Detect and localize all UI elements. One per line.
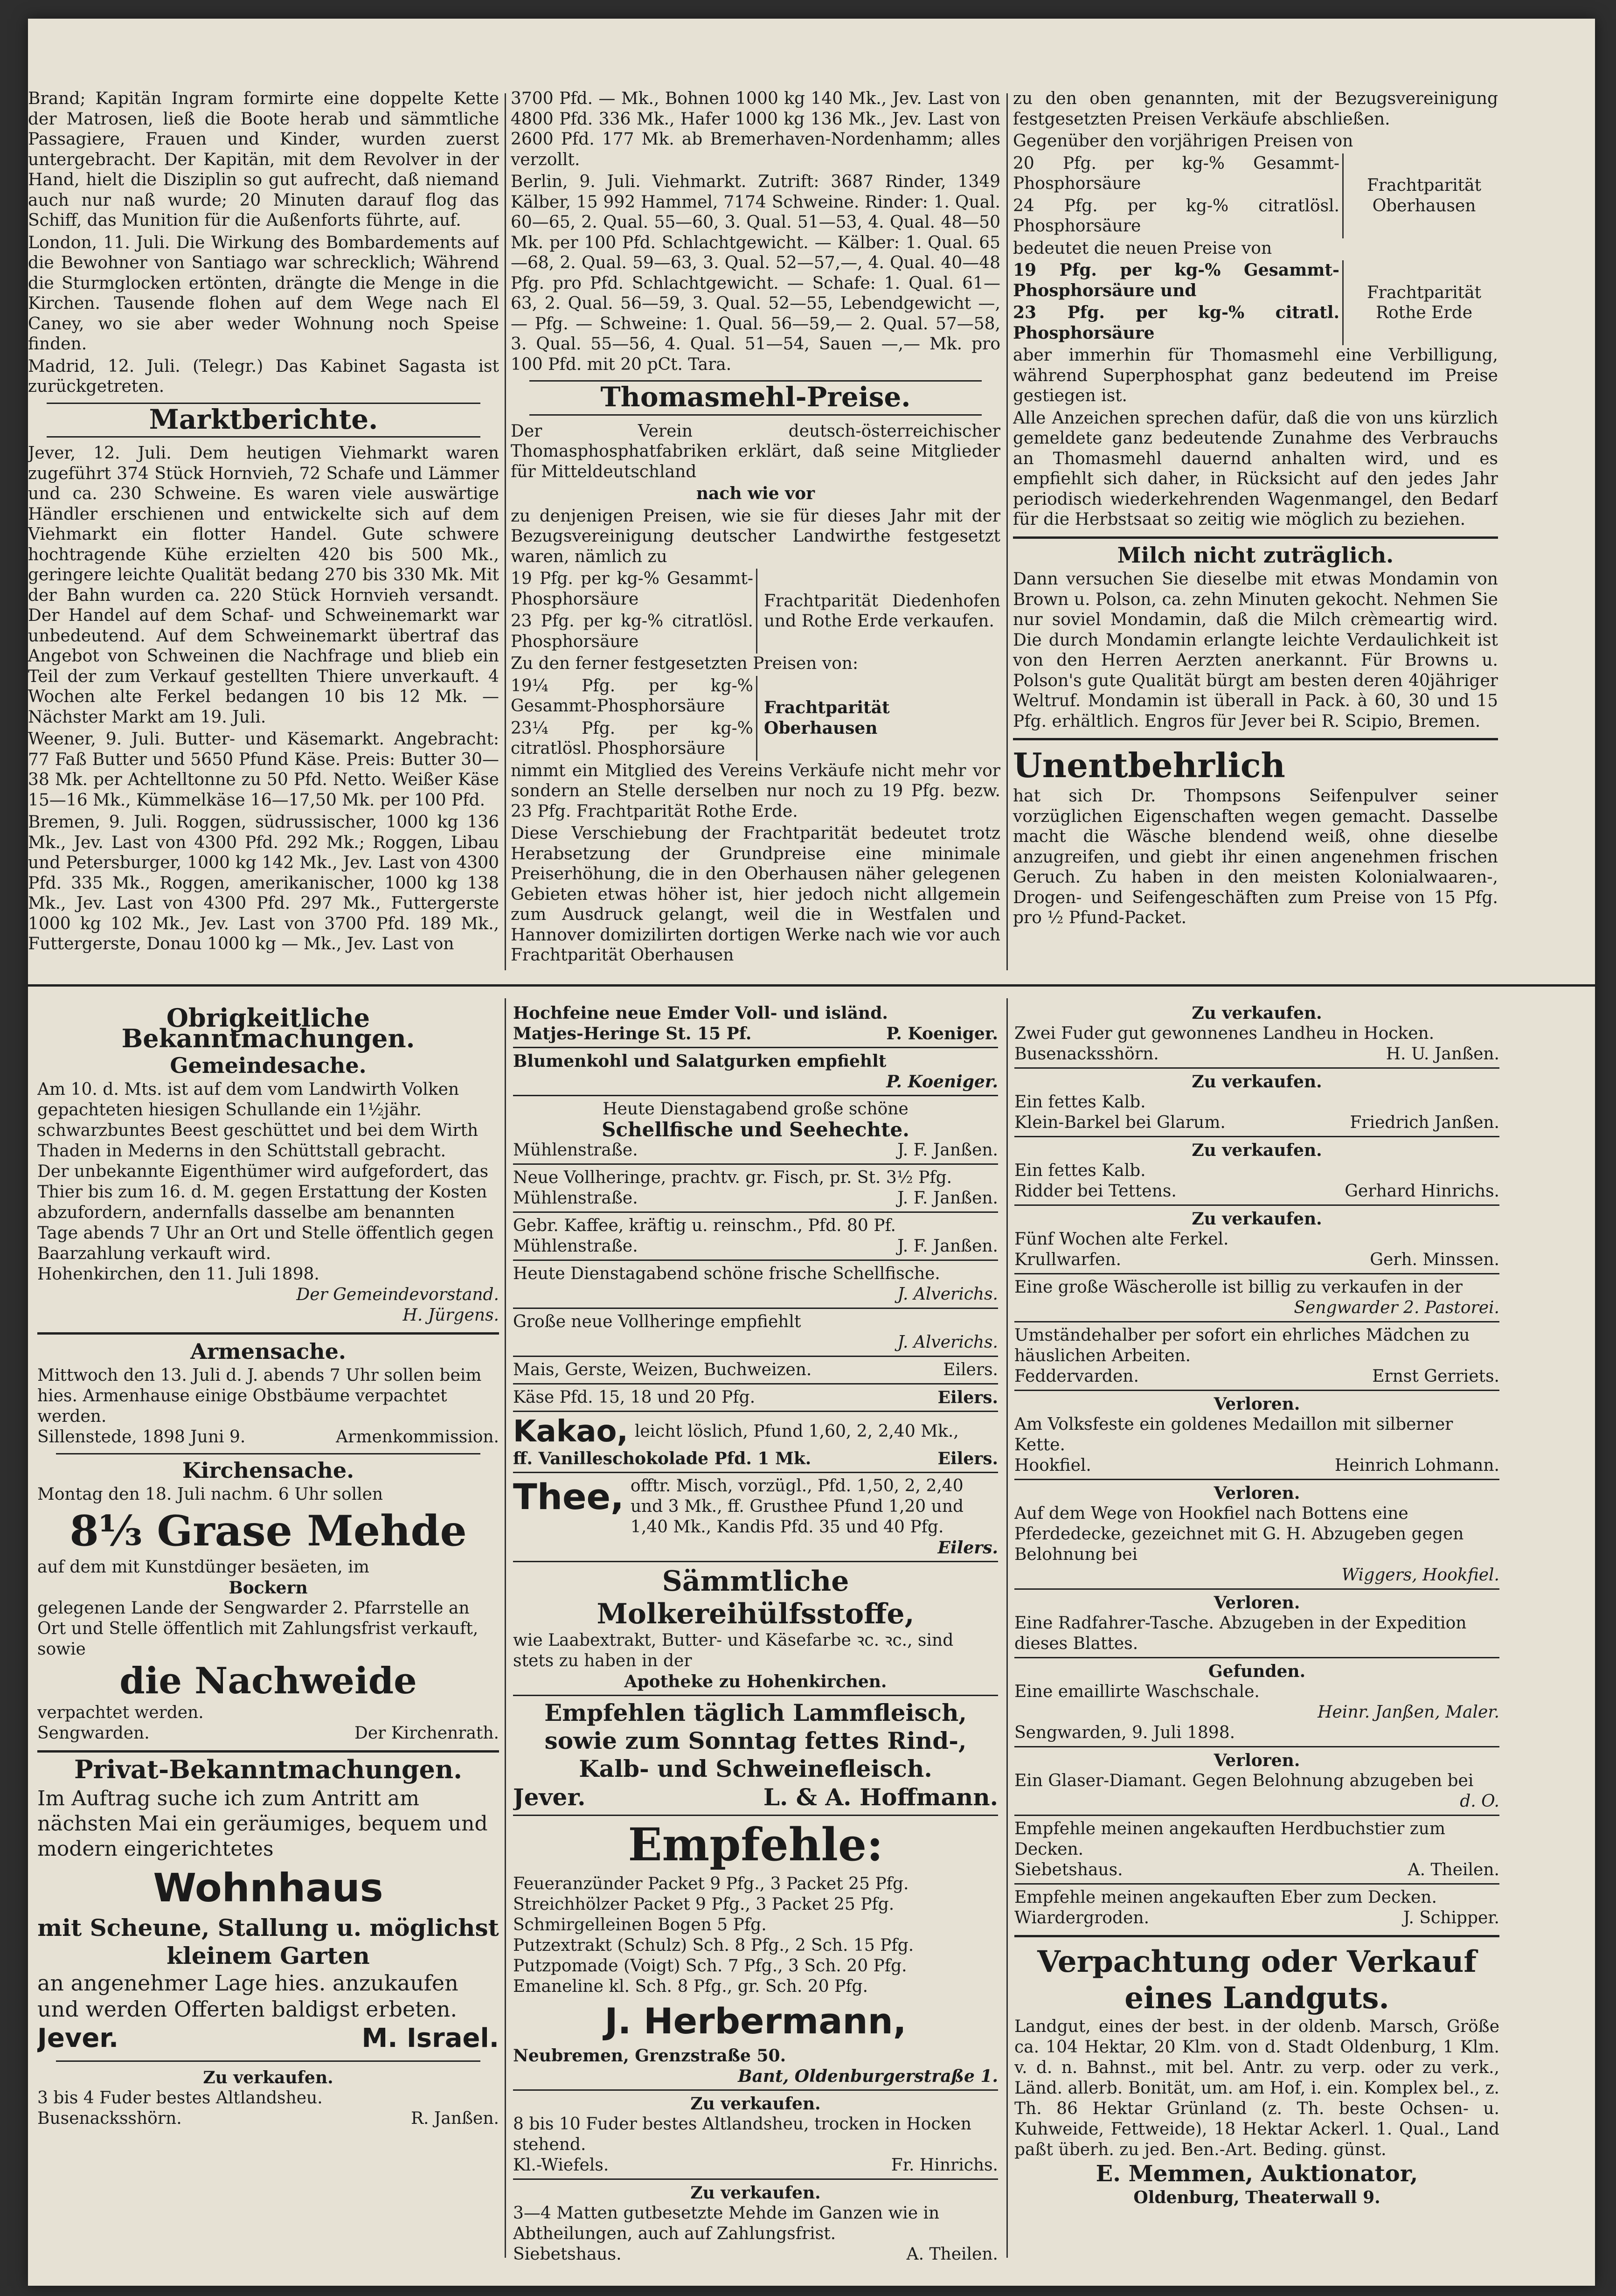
market-item: Weener, 9. Juli. Butter- und Käsemarkt. Angebracht: 77 Faß Butter und 5650 Pfund Käse. Preis: Butter 30—38 Mk. per Achtelltonne zu 50 Pfd. Netto. Weißer Käse 15—16 Mk., Kümmelkäse 16—17,50 Mk. per 100 Pfd. (28, 730, 499, 810)
ad-text: Umständehalber per sofort ein ehrliches Mädchen zu häuslichen Arbeiten. (1014, 1326, 1470, 1365)
thomas-text: zu denjenigen Preisen, wie sie für dieses Jahr mit der Bezugsvereinigung deutscher Landwirthe festgesetzt waren, nämlich zu (511, 506, 1000, 566)
divider (1014, 1883, 1499, 1885)
section-rule (28, 984, 1595, 987)
ad-signature: J. Alverichs. (897, 1333, 998, 1352)
divider (37, 1332, 499, 1335)
ad-title: Zu verkaufen. (203, 2068, 333, 2087)
ad-signature: J. Alverichs. (897, 1285, 998, 1304)
notice-date: Hohenkirchen, den 11. Juli 1898. (37, 1265, 319, 1284)
official-title: Obrigkeitliche Bekanntmachungen. (121, 1003, 415, 1053)
ad-text: Auf dem Wege von Hookfiel nach Bottens eine Pferdedecke, gezeichnet mit G. H. Abzugeben gegen Belohnung bei (1014, 1504, 1464, 1564)
market-item: Bremen, 9. Juli. Roggen, südrussischer, 1000 kg 136 Mk., Jev. Last von 4300 Pfd. 292 Mk.; Roggen, Libau und Petersburger, 1000 kg 142 Mk., Jev. Last von 4300 Pfd. 335 Mk., Roggen, amerikanischer, 1000 kg 138 Mk., Jev. Last von 4300 Pfd. 297 Mk., Futtergerste 1000 kg 102 Mk., Jev. Last von 3700 Pfd. 189 Mk., Futtergerste, Donau 1000 kg — Mk., Jev. Last von (28, 813, 499, 953)
bottom-column-3 (1014, 1003, 1499, 2262)
divider (1014, 1588, 1499, 1590)
ad-signature: Friedrich Janßen. (1350, 1113, 1499, 1132)
ad-place: Siebetshaus. (1014, 1860, 1123, 1879)
milch-text: Dann versuchen Sie dieselbe mit etwas Mondamin von Brown u. Polson, ca. zehn Minuten gekocht. Nehmen Sie nur soviel Mondamin, daß die Milch crèmeartig wird. Die durch Mondamin erlangte leichte Verdaulichkeit ist von den Herren Aerzten anerkannt. Für Browns u. Polson's gute Qualität bürgt am besten deren 40jähriger Weltruf. Mondamin ist überall in Pack. à 60, 30 und 15 Pfg. erhältlich. Engros für Jever bei R. Scipio, Bremen. (1013, 570, 1498, 731)
ad-text: Landgut, eines der best. in der oldenb. Marsch, Größe ca. 104 Hektar, 20 Klm. von d. Stadt Oldenburg, 1 Klm. v. d. n. Bahnst., mit bel. Antr. zu verp. oder zu verk., Länd. allerb. Bonität, um. am Hof, i. ein. Komplex bel., z. Th. 86 Hektar Grünland (z. Th. beste Ochsen- u. Kuhweide, Fettweide), 18 Hektar Ackerl. 1. Qual., Land paßt überh. zu jed. Ben.-Art. Beding. günst. (1014, 2017, 1499, 2159)
divider (513, 1695, 998, 1696)
notice-location: Bockern (229, 1578, 308, 1598)
divider (513, 1815, 998, 1816)
price-line: 23 Pfg. per kg-% citratlösl. Phosphorsäure (511, 612, 753, 651)
divider (513, 1308, 998, 1309)
ad-place: Busenacksshörn. (1014, 1044, 1159, 1064)
notice-signature: M. Israel. (361, 2023, 499, 2053)
divider (1014, 1273, 1499, 1274)
news-item: London, 11. Juli. Die Wirkung des Bombardements auf die Bewohner von Santiago war schrecklich; Während die Sturmglocken ertönten, drängte die Menge in die Kirchen. Tausende flohen auf dem Wege nach El Caney, wo sie aber weder Wohnung noch Speise finden. (28, 233, 499, 354)
ad-text: Heute Dienstagabend große schöne (603, 1099, 909, 1119)
divider (1014, 1746, 1499, 1747)
ad-signature: Eilers. (937, 1388, 998, 1407)
price-group-3 (1013, 153, 1498, 238)
bottom-column-2 (513, 1003, 998, 2262)
divider (529, 414, 982, 416)
notice-text: gelegenen Lande der Sengwarder 2. Pfarrstelle an Ort und Stelle öffentlich mit Zahlungsfrist verkauft, sowie (37, 1599, 479, 1659)
private-title: Privat-Bekanntmachungen. (74, 1754, 463, 1784)
divider (513, 1163, 998, 1165)
price-group-2 (511, 676, 1000, 761)
ad-place: Feddervarden. (1014, 1367, 1139, 1386)
thomas-intro: Der Verein deutsch-österreichischer Thomasphosphatfabriken erklärt, daß seine Mitglieder für Mitteldeutschland (511, 421, 1000, 481)
ad-title: Zu verkaufen. (690, 2094, 821, 2114)
divider (513, 1411, 998, 1412)
ad-title: Zu verkaufen. (1192, 1072, 1322, 1092)
kirchen-title: Kirchensache. (182, 1458, 354, 1483)
pacht-heading: Verpachtung oder Verkauf eines Landguts. (1037, 1944, 1477, 2016)
ad-text: 3 bis 4 Fuder bestes Altlandsheu. (37, 2088, 323, 2108)
kirchen-heading-2: die Nachweide (119, 1660, 417, 1702)
column-rule (1006, 998, 1008, 2258)
divider (47, 436, 480, 438)
ad-signature: J. Schipper. (1403, 1908, 1499, 1927)
ad-title: Zu verkaufen. (1192, 1209, 1322, 1229)
divider (1014, 1321, 1499, 1322)
ad-signature: A. Theilen. (906, 2245, 998, 2262)
ad-place: Klein-Barkel bei Glarum. (1014, 1113, 1226, 1132)
notice-place: Sengwarden. (37, 1724, 150, 1743)
ad-text: offtr. Misch, vorzügl., Pfd. 1,50, 2, 2,40 und 3 Mk., ff. Grusthee Pfund 1,20 und 1,40 Mk., Kandis Pfd. 35 und 40 Pfg. (630, 1476, 964, 1537)
herbermann-heading: J. Herbermann, (604, 2000, 907, 2042)
ad-signature: Gerhard Hinrichs. (1345, 1182, 1499, 1201)
ad-text: Matjes-Heringe St. 15 Pf. (513, 1024, 752, 1044)
market-title: Marktberichte. (149, 403, 378, 435)
ad-place: Mühlenstraße. (513, 1237, 638, 1256)
divider (513, 2089, 998, 2091)
ad-text: Ein fettes Kalb. (1014, 1161, 1146, 1180)
ad-address: Bant, Oldenburgerstraße 1. (738, 2066, 998, 2086)
notice-place: Jever. (37, 2023, 119, 2053)
ad-signature: Gerh. Minssen. (1370, 1250, 1499, 1269)
ad-signature: Apotheke zu Hohenkirchen. (624, 1672, 887, 1691)
ad-text: wie Laabextrakt, Butter- und Käsefarbe ꝛc. ꝛc., sind stets zu haben in der (513, 1631, 954, 1670)
market-item: Berlin, 9. Juli. Viehmarkt. Zutrift: 3687 Rinder, 1349 Kälber, 15 992 Hammel, 7174 Schweine. Rinder: 1. Qual. 60—65, 2. Qual. 55—60, 3. Qual. 51—53, 4. Qual. 48—50 Mk. per 100 Pfd. Schlachtgewicht. — Kälber: 1. Qual. 65—68, 2. Qual. 59—63, 3. Qual. 52—57,—, 4. Qual. 40—48 Pfg. pro Pfd. Schlachtgewicht. — Schafe: 1. Qual. 61—63, 2. Qual. 56—59, 3. Qual. 52—55, Lebendgewicht —,— Pfg. — Schweine: 1. Qual. 56—59,— 2. Qual. 57—58, 3. Qual. 55—56, 4. Qual. 51—54, Sauen —,— Mk. pro 100 Pfd. mit 20 pCt. Tara. (511, 172, 1000, 374)
divider (513, 1383, 998, 1385)
ad-signature: Eilers. (937, 1538, 998, 1558)
ad-signature: Wiggers, Hookfiel. (1341, 1565, 1499, 1585)
thomas-text: Gegenüber den vorjährigen Preisen von (1013, 132, 1353, 151)
price-note: Frachtparität Diedenhofen und Rothe Erde verkaufen. (764, 591, 1000, 631)
top-column-2 (511, 89, 1000, 975)
notice-signature: H. Jürgens. (402, 1306, 499, 1325)
unentbehrlich-text: hat sich Dr. Thompsons Seifenpulver seiner vorzüglichen Eigenschaften wegen gemacht. Dasselbe macht die Wäsche blendend weiß, ohne dieselbe anzugreifen, und giebt ihr einen angenehmen frischen Geruch. Zu haben in den meisten Kolonialwaaren-, Drogen- und Seifengeschäften zum Preise von 15 Pfg. pro ½ Pfund-Packet. (1013, 786, 1498, 927)
notice-signature: Armenkommission. (336, 1427, 499, 1447)
ad-signature: H. U. Janßen. (1386, 1044, 1499, 1064)
kakao-ad (513, 1415, 998, 1448)
molkerei-heading: Sämmtliche Molkereihülfsstoffe, (596, 1565, 915, 1630)
ad-place: Kl.-Wiefels. (513, 2156, 609, 2175)
notice-text: mit Scheune, Stallung u. möglichst kleinem Garten (37, 1914, 499, 1969)
milch-title: Milch nicht zuträglich. (1117, 542, 1394, 568)
ad-text: 3—4 Matten gutbesetzte Mehde im Ganzen wie in Abtheilungen, auch auf Zahlungsfrist. (513, 2204, 940, 2243)
divider (513, 2178, 998, 2180)
news-item: Brand; Kapitän Ingram formirte eine doppelte Kette der Matrosen, ließ die Boote herab und sämmtliche Passagiere, Frauen und Kinder, wurden zuerst untergebracht. Der Kapitän, mit dem Revolver in der Hand, hielt die Disziplin so gut aufrecht, daß niemand auch nur naß wurde; 20 Minuten darauf flog das Schiff, das Munition für die Außenforts führte, auf. (28, 89, 499, 230)
bottom-column-1 (37, 1003, 499, 2262)
ad-text: Ein Glaser-Diamant. Gegen Belohnung abzugeben bei (1014, 1771, 1474, 1790)
armen-title: Armensache. (190, 1339, 346, 1364)
unentbehrlich-heading: Unentbehrlich (1013, 745, 1285, 785)
price-group-4 (1013, 260, 1498, 345)
divider (56, 1453, 480, 1454)
ad-text: Gebr. Kaffee, kräftig u. reinschm., Pfd. 80 Pf. (513, 1216, 896, 1235)
notice-text: Am 10. d. Mts. ist auf dem vom Landwirth Volken gepachteten hiesigen Schullande ein 1½jähr. schwarzbuntes Beest geschüttet und bei dem Wirth Thaden in Mederns in den Schüttstall gebracht. (37, 1080, 479, 1161)
thomas-text: Zu den ferner festgesetzten Preisen von: (511, 654, 859, 673)
divider (1014, 1815, 1499, 1816)
ad-place: Wiardergroden. (1014, 1908, 1150, 1927)
ad-title: Verloren. (1214, 1593, 1300, 1613)
notice-date: Sillenstede, 1898 Juni 9. (37, 1427, 246, 1447)
thomas-text: nimmt ein Mitglied des Vereins Verkäufe nicht mehr vor sondern an Stelle derselben nur noch zu 19 Pfg. bezw. 23 Pfg. Frachtparität Rothe Erde. (511, 761, 1000, 821)
ad-signature: d. O. (1460, 1792, 1499, 1811)
notice-signature: Der Gemeindevorstand. (296, 1285, 499, 1304)
ad-title: Zu verkaufen. (690, 2183, 821, 2203)
price-line: 20 Pfg. per kg-% Gesammt-Phosphorsäure (1013, 153, 1339, 193)
price-group-1 (511, 569, 1000, 654)
divider (37, 1750, 499, 1753)
price-note: Frachtparität Oberhausen (764, 698, 890, 738)
ad-title: Verloren. (1214, 1751, 1300, 1770)
ad-place: Siebetshaus. (513, 2245, 622, 2262)
ad-text: 8 bis 10 Fuder bestes Altlandsheu, trocken in Hocken stehend. (513, 2115, 971, 2154)
ad-signature: Eilers. (937, 1449, 998, 1468)
ad-place: Hookfiel. (1014, 1456, 1091, 1475)
divider (1013, 738, 1498, 740)
ad-text: Empfehle meinen angekauften Eber zum Decken. (1014, 1888, 1437, 1907)
ad-signature: Ernst Gerriets. (1372, 1367, 1499, 1386)
column-rule (505, 998, 506, 2258)
divider (1014, 1204, 1499, 1206)
thomas-text: Diese Verschiebung der Frachtparität bedeutet trotz Herabsetzung der Grundpreise eine minimale Preiserhöhung, die in den Oberhausen näher gelegenen Gebieten etwas höher ist, hier jedoch nicht allgemein zum Ausdruck gelangt, weil die in Westfalen und Hannover domizilirten dortigen Werke nach wie vor auch Frachtparität Oberhausen (511, 824, 1000, 965)
ad-signature: J. F. Janßen. (897, 1189, 998, 1208)
ad-place: Busenacksshörn. (37, 2109, 182, 2128)
notice-text: Im Auftrag suche ich zum Antritt am nächsten Mai ein geräumiges, bequem und modern eingerichtetes (37, 1787, 488, 1861)
empfehle-heading: Empfehle: (628, 1818, 883, 1871)
thomas-text: zu den oben genannten, mit der Bezugsvereinigung festgesetzten Preisen Verkäufe abschließen. (1013, 89, 1498, 129)
ad-text: leicht löslich, Pfund 1,60, 2, 2,40 Mk., (634, 1422, 959, 1441)
ad-signature: A. Theilen. (1408, 1860, 1499, 1879)
ad-text: Blumenkohl und Salatgurken empfiehlt (513, 1051, 887, 1071)
divider (1014, 1067, 1499, 1069)
ad-place: Krullwarfen. (1014, 1250, 1122, 1269)
divider (56, 2060, 480, 2062)
ad-text: Eine Radfahrer-Tasche. Abzugeben in der Expedition dieses Blattes. (1014, 1614, 1467, 1653)
ad-signature: R. Janßen. (410, 2109, 499, 2128)
price-line: 19¼ Pfg. per kg-% Gesammt-Phosphorsäure (511, 676, 753, 716)
thomas-text: Alle Anzeichen sprechen dafür, daß die von uns kürzlich gemeldete ganz bedeutende Zunahme des Verbrauchs an Thomasmehl dauernd anhalten wird, und es empfiehlt sich daher, in Rücksicht auf den jedes Jahr periodisch wiederkehrenden Wagenmangel, den Bedarf für die Herbstsaat so zeitig wie möglich zu beziehen. (1013, 408, 1498, 529)
ad-signature: Sengwarder 2. Pastorei. (1294, 1298, 1499, 1317)
ad-address: Neubremen, Grenzstraße 50. (513, 2046, 786, 2066)
notice-text: Mittwoch den 13. Juli d. J. abends 7 Uhr sollen beim hies. Armenhause einige Obstbäume verpachtet werden. (37, 1366, 482, 1426)
kakao-heading: Kakao, (513, 1414, 628, 1449)
ad-text: Empfehlen täglich Lammfleisch, sowie zum Sonntag fettes Rind-, Kalb- und Schweinefleisch. (544, 1699, 967, 1782)
news-item: Madrid, 12. Juli. (Telegr.) Das Kabinet Sagasta ist zurückgetreten. (28, 356, 499, 396)
top-column-1 (28, 89, 499, 975)
ad-text: Große neue Vollheringe empfiehlt (513, 1312, 801, 1331)
ad-signature: P. Koeniger. (886, 1024, 998, 1044)
ad-text: Empfehle meinen angekauften Herdbuchstier zum Decken. (1014, 1819, 1446, 1859)
divider (1014, 1479, 1499, 1480)
ad-text: Eine große Wäscherolle ist billig zu verkaufen in der (1014, 1278, 1463, 1297)
ad-text: Fünf Wochen alte Ferkel. (1014, 1230, 1229, 1249)
market-item: 3700 Pfd. — Mk., Bohnen 1000 kg 140 Mk., Jev. Last von 4800 Pfd. 336 Mk., Hafer 1000 kg 136 Mk., Jev. Last von 2600 Pfd. 177 Mk. ab Bremerhaven-Nordenhamm; alles verzollt. (511, 89, 1000, 169)
gemeinde-title: Gemeindesache. (170, 1053, 367, 1078)
ad-date: Sengwarden, 9. Juli 1898. (1014, 1723, 1235, 1742)
price-note: Frachtparität Rothe Erde (1366, 283, 1482, 322)
price-line: 19 Pfg. per kg-% Gesammt-Phosphorsäure und (1013, 260, 1339, 300)
ad-signature: E. Memmen, Auktionator, (1096, 2161, 1418, 2187)
notice-text: auf dem mit Kunstdünger besäeten, im (37, 1558, 369, 1577)
ad-text: ff. Vanilleschokolade Pfd. 1 Mk. (513, 1449, 811, 1468)
ad-title: Zu verkaufen. (1192, 1003, 1322, 1023)
price-note: Frachtparität Oberhausen (1366, 176, 1482, 216)
top-column-3 (1013, 89, 1498, 975)
notice-text: Montag den 18. Juli nachm. 6 Uhr sollen (37, 1485, 383, 1504)
ad-list-item: Putzextrakt (Schulz) Sch. 8 Pfg., 2 Sch. 15 Pfg. (513, 1936, 914, 1955)
newspaper-page (28, 19, 1595, 2286)
thomas-title: Thomasmehl-Preise. (600, 381, 911, 413)
notice-text: verpachtet werden. (37, 1703, 204, 1722)
ad-signature: J. F. Janßen. (897, 1141, 998, 1160)
ad-list-item: Emaneline kl. Sch. 8 Pfg., gr. Sch. 20 Pfg. (513, 1977, 868, 1996)
ad-text: Am Volksfeste ein goldenes Medaillon mit silberner Kette. (1014, 1415, 1453, 1454)
divider (1013, 536, 1498, 539)
price-line: 23¼ Pfg. per kg-% citratlösl. Phosphorsäure (511, 718, 753, 758)
price-line: 19 Pfg. per kg-% Gesammt-Phosphorsäure (511, 569, 753, 609)
divider (513, 1472, 998, 1473)
thee-ad (513, 1476, 998, 1538)
divider (1014, 1136, 1499, 1137)
divider (513, 1356, 998, 1357)
ad-text: Zwei Fuder gut gewonnenes Landheu in Hocken. (1014, 1024, 1435, 1043)
price-line: 23 Pfg. per kg-% citratl. Phosphorsäure (1013, 303, 1339, 343)
ad-signature: L. & A. Hoffmann. (763, 1783, 998, 1811)
divider (513, 1211, 998, 1213)
thee-heading: Thee, (513, 1476, 624, 1517)
divider (513, 1095, 998, 1096)
ad-text: Eine emaillirte Waschschale. (1014, 1682, 1260, 1701)
divider (513, 1259, 998, 1261)
ad-text: Ein fettes Kalb. (1014, 1092, 1146, 1112)
market-item: Jever, 12. Juli. Dem heutigen Viehmarkt waren zugeführt 374 Stück Hornvieh, 72 Schafe und Lämmer und ca. 230 Schweine. Es waren viele auswärtige Händler erschienen und entwickelte sich auf dem Viehmarkt ein flotter Handel. Gute schwere hochtragende Kühe erzielten 420 bis 500 Mk., geringere leichte Qualität bedang 270 bis 330 Mk. Mit der Bahn wurden ca. 220 Stück Hornvieh versandt. Der Handel auf dem Schaf- und Schweinemarkt war unbedeutend. Auf dem Schweinemarkt übertraf das Angebot von Schweinen die Nachfrage und blieb ein Teil der zum Verkauf gestellten Thiere unverkauft. 4 Wochen alte Ferkel bedangen 10 bis 12 Mk. — Nächster Markt am 19. Juli. (28, 444, 499, 727)
ad-title: Verloren. (1214, 1483, 1300, 1503)
ad-signature: Fr. Hinrichs. (891, 2156, 998, 2175)
ad-text: Neue Vollheringe, prachtv. gr. Fisch, pr. St. 3½ Pfg. (513, 1168, 952, 1187)
ad-title: Zu verkaufen. (1192, 1141, 1322, 1160)
ad-signature: J. F. Janßen. (897, 1237, 998, 1256)
divider (1014, 1935, 1499, 1937)
ad-signature: Heinrich Lohmann. (1334, 1456, 1499, 1475)
ad-address: Oldenburg, Theaterwall 9. (1133, 2188, 1380, 2207)
divider (1014, 1657, 1499, 1658)
ad-list-item: Putzpomade (Voigt) Sch. 7 Pfg., 3 Sch. 20 Pfg. (513, 1956, 907, 1976)
notice-text: an angenehmer Lage hies. anzukaufen und werden Offerten baldigst erbeten. (37, 1970, 458, 2022)
column-rule (505, 93, 506, 970)
divider (1014, 1390, 1499, 1391)
ad-signature: P. Koeniger. (886, 1072, 998, 1092)
ad-list-item: Feueranzünder Packet 9 Pfg., 3 Packet 25 Pfg. (513, 1874, 909, 1893)
divider (513, 1047, 998, 1048)
ad-title: Verloren. (1214, 1394, 1300, 1414)
ad-text: Hochfeine neue Emder Voll- und isländ. (513, 1003, 888, 1023)
wohnhaus-heading: Wohnhaus (153, 1865, 383, 1911)
thomas-text: aber immerhin für Thomasmehl eine Verbilligung, während Superphosphat ganz bedeutend im Preise gestiegen ist. (1013, 346, 1498, 405)
ad-text: Schellfische und Seehechte. (602, 1118, 909, 1141)
ad-signature: Eilers. (943, 1360, 998, 1379)
ad-list-item: Streichhölzer Packet 9 Pfg., 3 Packet 25 Pfg. (513, 1895, 895, 1914)
thomas-bold: nach wie vor (696, 484, 815, 503)
ad-place: Mühlenstraße. (513, 1189, 638, 1208)
ad-place: Ridder bei Tettens. (1014, 1182, 1177, 1201)
ad-title: Gefunden. (1208, 1662, 1306, 1681)
price-line: 24 Pfg. per kg-% citratlösl. Phosphorsäure (1013, 196, 1339, 236)
ad-text: Heute Dienstagabend schöne frische Schellfische. (513, 1264, 940, 1283)
ad-list-item: Schmirgelleinen Bogen 5 Pfg. (513, 1915, 767, 1934)
notice-text: Der unbekannte Eigenthümer wird aufgefordert, das Thier bis zum 16. d. M. gegen Erstattung der Kosten abzufordern, andernfalls dasselbe am benannten Tage abends 7 Uhr an Ort und Stelle öffentlich gegen Baarzahlung verkauft wird. (37, 1162, 494, 1263)
ad-text: Mais, Gerste, Weizen, Buchweizen. (513, 1360, 812, 1379)
kirchen-heading: 8⅓ Grase Mehde (69, 1506, 467, 1556)
ad-place: Jever. (513, 1783, 586, 1811)
ad-text: Käse Pfd. 15, 18 und 20 Pfg. (513, 1388, 756, 1407)
ad-place: Mühlenstraße. (513, 1141, 638, 1160)
column-rule (1006, 93, 1008, 970)
ad-signature: Heinr. Janßen, Maler. (1318, 1703, 1499, 1722)
divider (513, 1561, 998, 1562)
notice-signature: Der Kirchenrath. (354, 1724, 499, 1743)
thomas-text: bedeutet die neuen Preise von (1013, 238, 1272, 258)
